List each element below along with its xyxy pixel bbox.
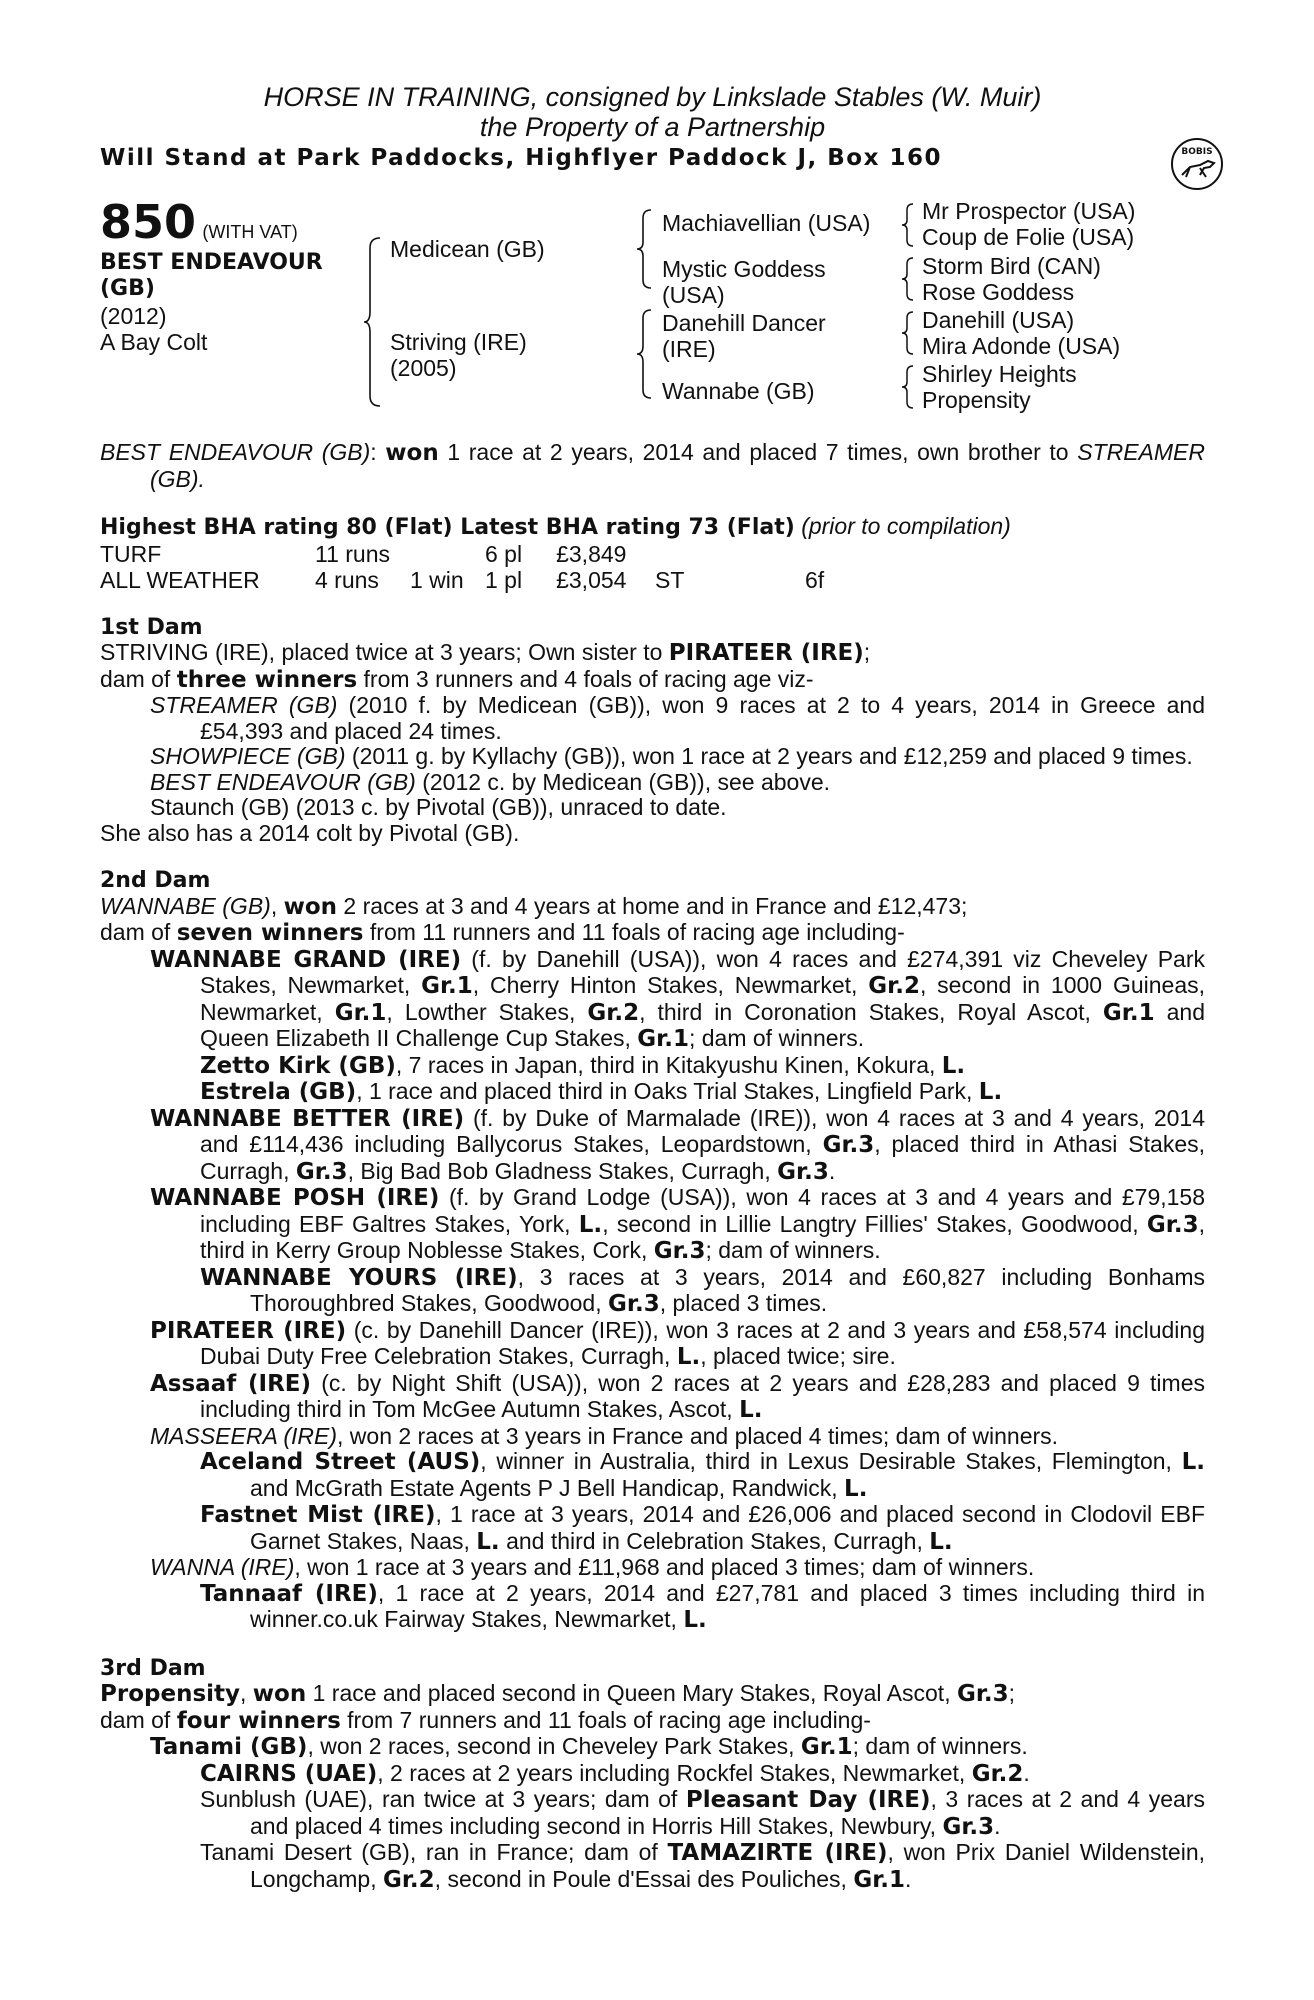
text: , Cherry Hinton Stakes, Newmarket, [472, 972, 869, 998]
text: and Queen Elizabeth II Challenge Cup Stakes, [200, 998, 1206, 1051]
text: (f. by Duke of Marmalade (IRE)), won 4 races at 3 and 4 years, 2014 and £114,436 including Ballycorus Stakes, Leopardstown, [200, 1104, 1206, 1157]
text: , won 2 races, second in Cheveley Park Stakes, [307, 1733, 801, 1759]
third-dam-section [100, 1656, 1205, 1894]
prize: £3,849 [556, 540, 627, 567]
text: ; dam of winners. [688, 1025, 865, 1051]
progeny-name: Tanami (GB) [150, 1734, 308, 1760]
progeny-name: WANNABE BETTER (IRE) [150, 1105, 465, 1132]
progeny-name: Pleasant Day (IRE) [685, 1787, 931, 1813]
st: ST [655, 566, 685, 593]
text: , 7 races in Japan, third in Kitakyushu Kinen, Kokura, [395, 1051, 942, 1078]
bold-text: won [252, 1681, 307, 1707]
text: , Lowther Stakes, [386, 998, 588, 1025]
placings: 1 pl [485, 566, 523, 593]
grade: L. [1181, 1449, 1205, 1475]
text: , 3 races at 3 years, 2014 and £60,827 including Bonhams Thoroughbred Stakes, Goodwood, [250, 1263, 1205, 1316]
first-dam-section [100, 615, 1205, 847]
text: , won Prix Daniel Wildenstein, Longchamp, [250, 1839, 1205, 1892]
race-record-row [100, 567, 1205, 593]
bold-text: PIRATEER (IRE) [668, 640, 864, 666]
brace-6-icon [900, 310, 916, 356]
text: from 7 runners and 11 foals of racing age including- [340, 1706, 871, 1733]
progeny-name: WANNA (IRE) [150, 1554, 295, 1580]
sire-dam-1: Mystic Goddess [662, 256, 826, 282]
ratings-block [100, 514, 1205, 593]
runs: 11 runs [315, 540, 391, 567]
race-record-row [100, 541, 1205, 567]
runs: 4 runs [315, 566, 379, 593]
text: Tanami Desert (GB), ran in France; dam of [200, 1839, 668, 1865]
third-dam-heading: 3rd Dam [100, 1655, 206, 1681]
text: , third in Kerry Group Noblesse Stakes, Cork, [200, 1210, 1205, 1263]
dam-name: Propensity [100, 1681, 240, 1707]
grade: Gr.3 [822, 1132, 875, 1158]
text: 1 race and placed second in Queen Mary Stakes, Royal Ascot, [306, 1680, 957, 1706]
summary-won: won [385, 440, 439, 466]
placings: 6 pl [485, 540, 523, 567]
text: (c. by Danehill Dancer (IRE)), won 3 races at 2 and 3 years and £58,574 including Dubai Duty Free Celebration Stakes, Curragh, [200, 1316, 1205, 1369]
grade: L. [929, 1528, 953, 1555]
progeny-name: Estrela (GB) [200, 1079, 357, 1105]
dam-dam-sire: Shirley Heights [922, 361, 1077, 387]
grade: L. [844, 1475, 868, 1502]
horse-year: (2012) [100, 303, 167, 329]
text: . [828, 1157, 836, 1184]
grade: Gr.1 [800, 1734, 853, 1760]
svg-text:BOBIS: BOBIS [1181, 147, 1213, 157]
consignor-line: HORSE IN TRAINING, consigned by Linkslade Stables (W. Muir) [263, 82, 1042, 112]
text: (2012 c. by Medicean (GB)), see above. [415, 768, 831, 795]
progeny-name: Assaaf (IRE) [150, 1370, 312, 1397]
grade: Gr.2 [971, 1760, 1024, 1787]
grade: Gr.1 [853, 1866, 905, 1893]
text: dam of [100, 665, 177, 692]
progeny-name: BEST ENDEAVOUR (GB) [150, 768, 416, 795]
grade: Gr.2 [868, 973, 920, 999]
summary-brother: STREAMER (GB). [150, 439, 1206, 492]
progeny-name: Tannaaf (IRE) [200, 1580, 378, 1607]
surface: TURF [100, 540, 162, 567]
sire-dam-dam: Rose Goddess [922, 279, 1075, 305]
progeny-name: WANNABE POSH (IRE) [150, 1185, 440, 1211]
second-dam-section [100, 868, 1205, 1634]
grade: Gr.2 [587, 999, 640, 1026]
distance [805, 541, 865, 567]
text: (2011 g. by Kyllachy (GB)), won 1 race at 2 years and £12,259 and placed 9 times. [345, 743, 1193, 769]
progeny-name: PIRATEER (IRE) [150, 1317, 347, 1344]
grade: Gr.3 [608, 1291, 660, 1317]
text: . [905, 1865, 912, 1892]
text: , 1 race at 3 years, 2014 and £26,006 and placed second in Clodovil EBF Garnet Stakes, Naas, [250, 1501, 1206, 1554]
grade: L. [941, 1052, 966, 1079]
grade: L. [578, 1211, 603, 1238]
dam-sire-sire: Danehill (USA) [922, 307, 1075, 333]
progeny-name: TAMAZIRTE (IRE) [667, 1840, 888, 1866]
catalogue-page [100, 82, 1213, 1893]
bobis-logo-icon [1170, 137, 1224, 191]
brace-5-icon [900, 256, 916, 302]
text: , second in 1000 Guineas, Newmarket, [200, 972, 1205, 1025]
text: ; [863, 639, 871, 665]
progeny-name: STREAMER (GB) [150, 692, 338, 718]
sire-sire: Machiavellian (USA) [662, 210, 871, 236]
grade: L. [978, 1079, 1003, 1105]
text: ; dam of winners. [705, 1237, 881, 1263]
dam-name: WANNABE (GB) [100, 892, 271, 919]
bold-text: three winners [176, 666, 358, 693]
property-line: the Property of a Partnership [479, 112, 826, 142]
lot-number: 850 [100, 195, 197, 249]
text: , 1 race at 2 years, 2014 and £27,781 and placed 3 times including third in winner.co.uk Fairway Stakes, Newmarket, [250, 1579, 1205, 1632]
text: . [994, 1812, 1001, 1839]
text: ; [1008, 1680, 1016, 1706]
grade: L. [739, 1397, 763, 1423]
dam-dam-dam: Propensity [922, 387, 1031, 413]
progeny-name: MASSEERA (IRE) [150, 1422, 338, 1449]
text: and third in Celebration Stakes, Curragh, [499, 1527, 930, 1554]
sire-sire-dam: Coup de Folie (USA) [922, 224, 1135, 250]
text: , 1 race and placed third in Oaks Trial Stakes, Lingfield Park, [356, 1078, 979, 1104]
dam-dam: Wannabe (GB) [662, 378, 815, 404]
ratings-note: (prior to compilation) [801, 513, 1011, 539]
st [655, 541, 805, 567]
text: , [240, 1680, 253, 1706]
text: , third in Coronation Stakes, Royal Ascot, [639, 998, 1103, 1025]
text: dam of [100, 919, 177, 945]
brace-7-icon [900, 364, 916, 410]
progeny-name: SHOWPIECE (GB) [150, 743, 346, 769]
text: dam of [100, 1706, 177, 1733]
text: , placed 3 times. [659, 1290, 828, 1316]
grade: L. [683, 1607, 707, 1633]
text: Sunblush (UAE), ran twice at 3 years; dam of [200, 1786, 686, 1812]
text: (f. by Danehill (USA)), won 4 races and £274,391 viz Cheveley Park Stakes, Newmarket, [200, 945, 1205, 998]
brace-4-icon [900, 202, 916, 248]
text: , placed third in Athasi Stakes, Curragh, [200, 1131, 1205, 1184]
progeny-name: WANNABE YOURS (IRE) [200, 1264, 518, 1291]
text: , second in Lillie Langtry Fillies' Stakes, Goodwood, [602, 1210, 1147, 1237]
wins: 1 win [410, 566, 464, 593]
text: (f. by Grand Lodge (USA)), won 4 races at 3 and 4 years and £79,158 including EBF Galtres Stakes, York, [200, 1184, 1205, 1237]
sire: Medicean (GB) [390, 236, 545, 262]
sire-dam-2: (USA) [662, 282, 725, 308]
text: from 3 runners and 4 foals of racing age viz- [357, 665, 814, 692]
text: , second in Poule d'Essai des Pouliches, [434, 1865, 854, 1892]
bold-text: won [283, 893, 338, 920]
grade: Gr.1 [334, 999, 387, 1026]
stand-line: Will Stand at Park Paddocks, Highflyer Paddock J, Box 160 [100, 145, 942, 171]
grade: Gr.3 [653, 1238, 706, 1264]
grade: Gr.1 [421, 973, 473, 999]
grade: L. [676, 1344, 701, 1370]
grade: Gr.1 [1102, 999, 1155, 1026]
text: , Big Bad Bob Gladness Stakes, Curragh, [347, 1157, 778, 1184]
text: STRIVING (IRE), placed twice at 3 years; Own sister to [100, 639, 669, 665]
progeny-name: Zetto Kirk (GB) [200, 1052, 396, 1079]
bold-text: four winners [176, 1707, 341, 1734]
grade: Gr.3 [777, 1158, 829, 1185]
grade: Gr.3 [942, 1813, 995, 1840]
text: (2010 f. by Medicean (GB)), won 9 races at 2 to 4 years, 2014 in Greece and £54,393 and placed 24 times. [200, 692, 1206, 744]
prize: £3,054 [556, 566, 627, 593]
surface: ALL WEATHER [100, 566, 260, 593]
grade: Gr.3 [295, 1158, 348, 1185]
grade: Gr.2 [382, 1866, 435, 1893]
text: from 11 runners and 11 foals of racing age including- [363, 919, 905, 945]
horse-description: A Bay Colt [100, 329, 208, 355]
progeny-entry: Staunch (GB) (2013 c. by Pivotal (GB)), unraced to date. [150, 794, 727, 820]
vat-label: (WITH VAT) [202, 222, 298, 242]
dam-year: (2005) [390, 355, 457, 381]
brace-1-icon [362, 236, 384, 408]
pedigree-table [100, 195, 1205, 428]
first-dam-heading: 1st Dam [100, 614, 203, 640]
grade: Gr.3 [1146, 1211, 1199, 1238]
text: , winner in Australia, third in Lexus Desirable Stakes, Flemington, [480, 1448, 1182, 1474]
sire-sire-sire: Mr Prospector (USA) [922, 198, 1136, 224]
summary: BEST ENDEAVOUR (GB): won 1 race at 2 years, 2014 and placed 7 times, own brother to STREAMER (GB). [100, 439, 1206, 492]
dam-sire-2: (IRE) [662, 336, 716, 362]
horse-name: BEST ENDEAVOUR [100, 250, 323, 275]
brace-2-icon [635, 208, 655, 290]
text: . [1023, 1759, 1030, 1786]
dam-sire-dam: Mira Adonde (USA) [922, 333, 1121, 359]
ratings-title: Highest BHA rating 80 (Flat) Latest BHA rating 73 (Flat) [100, 515, 795, 540]
summary-name: BEST ENDEAVOUR (GB) [100, 439, 371, 465]
dam-sire-1: Danehill Dancer [662, 310, 826, 336]
grade: Gr.3 [956, 1681, 1009, 1707]
text: , won 1 race at 3 years and £11,968 and placed 3 times; dam of winners. [294, 1554, 1035, 1580]
sire-dam-sire: Storm Bird (CAN) [922, 253, 1101, 279]
text: and McGrath Estate Agents P J Bell Handicap, Randwick, [250, 1474, 845, 1501]
brace-3-icon [635, 308, 655, 400]
text: 2 races at 3 and 4 years at home and in France and £12,473; [337, 892, 968, 919]
dam: Striving (IRE) [390, 329, 527, 355]
text: , placed twice; sire. [700, 1343, 896, 1369]
text: , 2 races at 2 years including Rockfel Stakes, Newmarket, [377, 1759, 972, 1786]
grade: L. [476, 1528, 500, 1555]
progeny-name: Fastnet Mist (IRE) [200, 1502, 436, 1528]
second-dam-heading: 2nd Dam [100, 868, 211, 893]
progeny-name: Aceland Street (AUS) [200, 1449, 481, 1475]
wins [410, 541, 485, 567]
text: ; dam of winners. [852, 1733, 1028, 1759]
text: (c. by Night Shift (USA)), won 2 races at 2 years and £28,283 and placed 9 times including third in Tom McGee Autumn Stakes, Ascot, [200, 1369, 1205, 1422]
progeny-note: She also has a 2014 colt by Pivotal (GB). [100, 819, 520, 846]
text: , won 2 races at 3 years in France and placed 4 times; dam of winners. [337, 1422, 1059, 1449]
summary-text: 1 race at 2 years, 2014 and placed 7 times, own brother to [438, 439, 1069, 465]
text: , [270, 892, 284, 919]
text: , 3 races at 2 and 4 years and placed 4 times including second in Horris Hill Stakes, Newbury, [250, 1786, 1205, 1839]
horse-country: (GB) [100, 276, 155, 301]
bold-text: seven winners [176, 920, 364, 946]
progeny-name: WANNABE GRAND (IRE) [150, 946, 462, 973]
progeny-name: CAIRNS (UAE) [200, 1760, 378, 1787]
distance: 6f [805, 566, 825, 593]
grade: Gr.1 [637, 1026, 689, 1052]
